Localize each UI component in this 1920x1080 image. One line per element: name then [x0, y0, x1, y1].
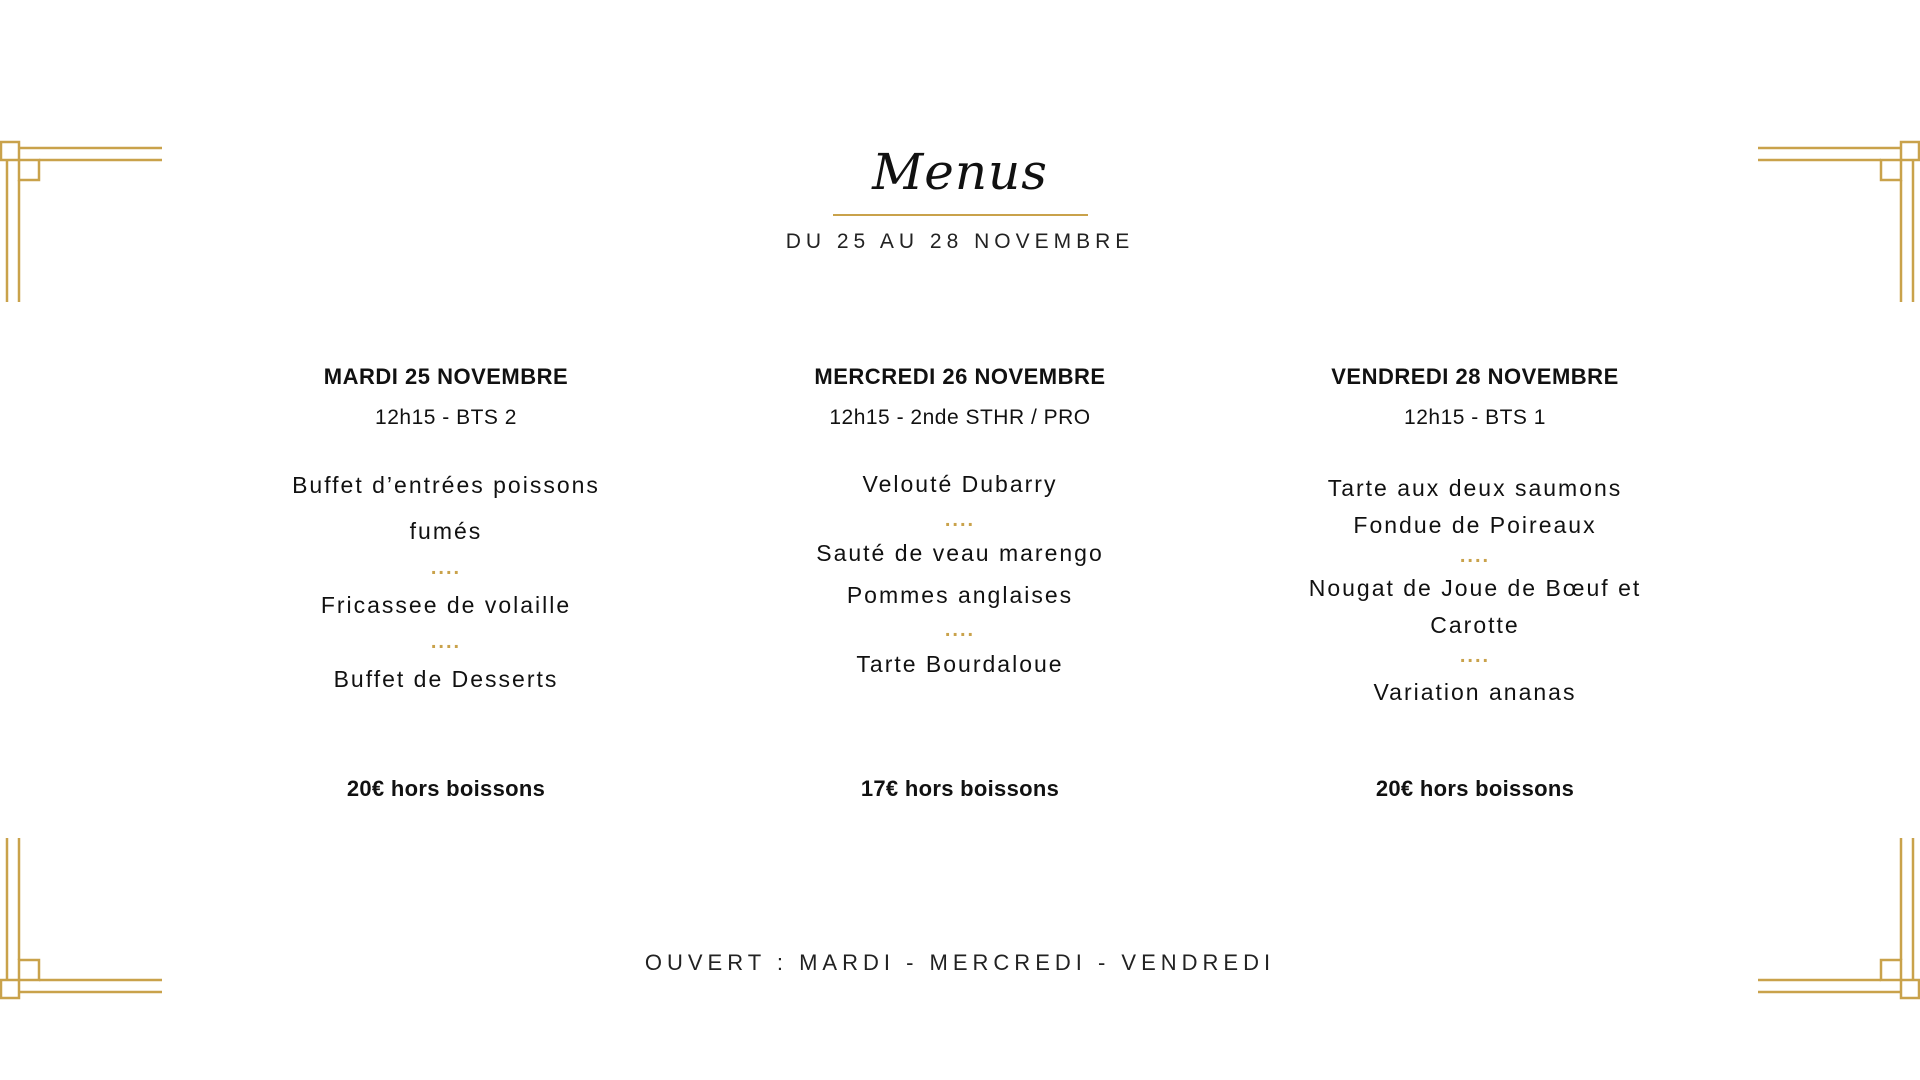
dish-separator: .... [1459, 545, 1491, 567]
dish-main: Fricassee de volaille [320, 592, 572, 618]
time-slot: 12h15 - BTS 2 [375, 406, 517, 429]
opening-days-footer: OUVERT : MARDI - MERCREDI - VENDREDI [644, 950, 1276, 975]
time-slot: 12h15 - BTS 1 [1404, 406, 1546, 429]
menu-column-friday [1275, 362, 1675, 801]
date-range-subtitle: DU 25 AU 28 NOVEMBRE [785, 230, 1135, 253]
dish-starter-line-2: Fondue de Poireaux [1353, 512, 1597, 538]
dish-main-line-2: Pommes anglaises [846, 582, 1074, 608]
menu-header [0, 142, 1920, 254]
time-slot: 12h15 - 2nde STHR / PRO [829, 406, 1091, 429]
menu-price: 20€ hors boissons [1375, 776, 1575, 801]
menu-price: 20€ hors boissons [346, 776, 546, 801]
dish-main-line-1: Nougat de Joue de Bœuf et [1308, 575, 1642, 601]
dish-separator: .... [944, 509, 976, 531]
title-divider [833, 214, 1088, 216]
dish-dessert: Tarte Bourdaloue [856, 651, 1064, 677]
day-heading: MERCREDI 26 NOVEMBRE [814, 364, 1106, 389]
dish-starter-line-1: Tarte aux deux saumons [1327, 475, 1623, 501]
dish-separator: .... [944, 619, 976, 641]
dish-list [1275, 462, 1675, 711]
dish-dessert: Variation ananas [1373, 679, 1577, 705]
dish-starter-line-1: Buffet d’entrées poissons [292, 472, 600, 498]
menu-price: 17€ hors boissons [860, 776, 1060, 801]
dish-main-line-1: Sauté de veau marengo [816, 540, 1104, 566]
dish-separator: .... [430, 631, 462, 653]
dish-main-line-2: Carotte [1430, 612, 1520, 638]
page-title: Menus [872, 143, 1048, 201]
dish-dessert: Buffet de Desserts [333, 666, 559, 692]
dish-separator: .... [1459, 645, 1491, 667]
menu-column-wednesday [760, 362, 1160, 801]
dish-starter-line-2: fumés [409, 518, 483, 544]
day-heading: VENDREDI 28 NOVEMBRE [1331, 364, 1619, 389]
day-heading: MARDI 25 NOVEMBRE [323, 364, 569, 389]
dish-starter: Velouté Dubarry [862, 471, 1058, 497]
dish-list [760, 462, 1160, 686]
dish-separator: .... [430, 557, 462, 579]
menu-column-tuesday [246, 362, 646, 801]
dish-list [246, 462, 646, 702]
